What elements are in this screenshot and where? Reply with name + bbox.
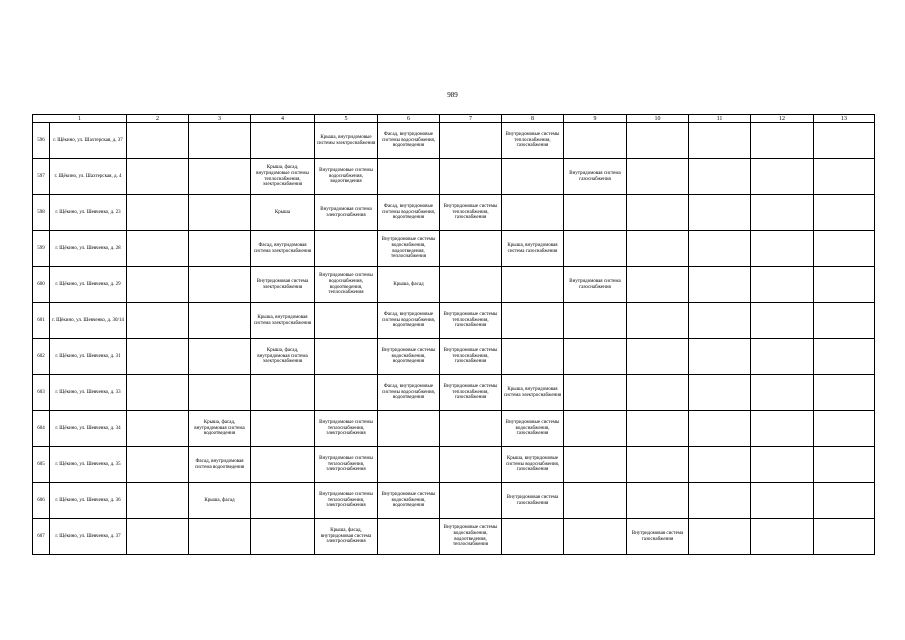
table-cell <box>251 519 315 555</box>
table-cell <box>627 303 689 339</box>
table-cell: Внутридомовая система электроснабжения <box>251 267 315 303</box>
table-cell: Внутридомовые системы водоснабжения, газоснабжения <box>502 411 564 447</box>
table-cell: Крыша, внутридомовые системы электроснабжения <box>315 123 378 159</box>
table-cell <box>814 267 875 303</box>
table-cell: Фасад, внутридомовые системы водоснабжения, водоотведения <box>378 375 440 411</box>
table-cell <box>440 123 502 159</box>
column-header: 4 <box>251 115 315 123</box>
table-cell: Внутридомовые системы водоснабжения, водоотведения, теплоснабжения <box>378 231 440 267</box>
table-header-row <box>33 115 875 123</box>
table-cell <box>189 375 251 411</box>
table-cell <box>814 411 875 447</box>
table-cell <box>814 303 875 339</box>
table-cell <box>814 123 875 159</box>
table-cell: Внутридомовые системы водоснабжения, водоотведения, теплоснабжения <box>315 267 378 303</box>
table-row <box>33 519 875 555</box>
table-cell <box>127 159 189 195</box>
table-cell <box>814 519 875 555</box>
table-cell <box>564 411 627 447</box>
table-cell <box>564 519 627 555</box>
table-cell <box>251 447 315 483</box>
table-cell <box>751 159 814 195</box>
address-cell: г. Щёкино, ул. Шевченко, д. 36 <box>50 483 127 519</box>
table-row <box>33 375 875 411</box>
table-cell: Фасад, внутридомовые системы водоснабжения, водоотведения <box>378 123 440 159</box>
table-cell <box>689 159 751 195</box>
table-cell: Внутридомовые системы водоснабжения, водоотведения <box>378 483 440 519</box>
table-row <box>33 231 875 267</box>
table-cell <box>689 339 751 375</box>
table-cell: Крыша, фасад <box>378 267 440 303</box>
table-row <box>33 411 875 447</box>
table-cell <box>127 123 189 159</box>
table-cell <box>689 231 751 267</box>
table-cell <box>251 123 315 159</box>
table-cell: Крыша, фасад, внутридомовые системы теплоснабжения, электроснабжения <box>251 159 315 195</box>
table-cell <box>315 375 378 411</box>
table-cell <box>378 159 440 195</box>
column-header: 2 <box>127 115 189 123</box>
table-cell <box>751 411 814 447</box>
table-cell: Внутридомовые системы теплоснабжения, газоснабжения <box>440 195 502 231</box>
row-number: 605 <box>33 447 50 483</box>
table-row <box>33 303 875 339</box>
table-cell: Внутридомовые системы теплоснабжения, газоснабжения <box>440 375 502 411</box>
table-cell <box>689 123 751 159</box>
table-cell <box>689 411 751 447</box>
row-number: 603 <box>33 375 50 411</box>
table-cell <box>502 303 564 339</box>
table-cell: Внутридомовая система электроснабжения <box>315 195 378 231</box>
row-number: 607 <box>33 519 50 555</box>
table-cell: Крыша, внутридомовая система газоснабжения <box>502 231 564 267</box>
address-cell: г. Щёкино, ул. Шевченко, д. 30/14 <box>50 303 127 339</box>
table-cell <box>564 483 627 519</box>
table-cell: Внутридомовая система газоснабжения <box>564 159 627 195</box>
table-row <box>33 339 875 375</box>
table-cell <box>751 447 814 483</box>
table-cell <box>751 519 814 555</box>
column-header: 1 <box>33 115 127 123</box>
table-cell <box>189 195 251 231</box>
address-cell: г. Щёкино, ул. Шевченко, д. 34 <box>50 411 127 447</box>
data-table <box>32 114 875 555</box>
table-cell <box>502 339 564 375</box>
table-cell <box>502 519 564 555</box>
address-cell: г. Щёкино, ул. Шевченко, д. 28 <box>50 231 127 267</box>
table-cell: Внутридомовая система газоснабжения <box>502 483 564 519</box>
row-number: 598 <box>33 195 50 231</box>
table-cell <box>127 411 189 447</box>
table-cell <box>689 195 751 231</box>
column-header: 9 <box>564 115 627 123</box>
table-cell <box>440 447 502 483</box>
table-cell <box>564 195 627 231</box>
table-cell: Внутридомовые системы теплоснабжения, газоснабжения <box>440 303 502 339</box>
table-cell <box>440 267 502 303</box>
address-cell: г. Щёкино, ул. Шевченко, д. 33 <box>50 375 127 411</box>
table-body <box>33 115 875 555</box>
table-cell <box>502 159 564 195</box>
table-cell: Крыша, внутридомовая система электроснабжения <box>502 375 564 411</box>
table-cell <box>189 303 251 339</box>
table-cell: Внутридомовые системы теплоснабжения, электроснабжения <box>315 447 378 483</box>
table-row <box>33 267 875 303</box>
table-cell: Внутридомовая система газоснабжения <box>627 519 689 555</box>
column-header: 6 <box>378 115 440 123</box>
table-cell: Внутридомовые системы теплоснабжения, электроснабжения <box>315 411 378 447</box>
table-cell <box>440 411 502 447</box>
table-cell <box>564 303 627 339</box>
table-cell: Внутридомовые системы теплоснабжения, газоснабжения <box>502 123 564 159</box>
table-cell <box>627 483 689 519</box>
table-cell <box>627 195 689 231</box>
table-cell: Внутридомовые системы теплоснабжения, электроснабжения <box>315 483 378 519</box>
table-cell <box>751 123 814 159</box>
table-cell <box>440 231 502 267</box>
table-cell <box>564 375 627 411</box>
table-cell <box>564 339 627 375</box>
table-cell: Фасад, внутридомовые системы водоснабжения, водоотведения <box>378 195 440 231</box>
table-cell <box>627 267 689 303</box>
column-header: 11 <box>689 115 751 123</box>
address-cell: г. Щёкино, ул. Шевченко, д. 31 <box>50 339 127 375</box>
table-cell <box>127 519 189 555</box>
column-header: 3 <box>189 115 251 123</box>
table-cell: Фасад, внутридомовая система электроснабжения <box>251 231 315 267</box>
table-cell <box>627 447 689 483</box>
table-cell <box>378 411 440 447</box>
address-cell: г. Щёкино, ул. Шахтерская, д. 4 <box>50 159 127 195</box>
table-cell: Крыша <box>251 195 315 231</box>
table-cell <box>564 231 627 267</box>
table-cell <box>127 447 189 483</box>
table-cell <box>315 303 378 339</box>
row-number: 606 <box>33 483 50 519</box>
table-cell <box>751 303 814 339</box>
table-cell: Крыша, внутридомовые системы водоснабжения, газоснабжения <box>502 447 564 483</box>
address-cell: г. Щёкино, ул. Шахтерская, д. 37 <box>50 123 127 159</box>
table-cell <box>564 447 627 483</box>
address-cell: г. Щёкино, ул. Шевченко, д. 23 <box>50 195 127 231</box>
table-cell <box>689 447 751 483</box>
table-cell <box>627 123 689 159</box>
address-cell: г. Щёкино, ул. Шевченко, д. 29 <box>50 267 127 303</box>
table-cell <box>814 195 875 231</box>
table-cell <box>814 447 875 483</box>
table-cell <box>251 375 315 411</box>
table-cell: Внутридомовые системы водоснабжения, водоотведения, теплоснабжения <box>440 519 502 555</box>
table-cell <box>751 195 814 231</box>
row-number: 602 <box>33 339 50 375</box>
table-cell <box>440 483 502 519</box>
table-cell <box>127 195 189 231</box>
table-cell <box>127 303 189 339</box>
table-cell <box>814 159 875 195</box>
table-cell <box>127 375 189 411</box>
table-cell <box>751 375 814 411</box>
table-cell: Крыша, фасад <box>189 483 251 519</box>
table-row <box>33 483 875 519</box>
table-cell: Фасад, внутридомовые системы водоснабжения, водоотведения <box>378 303 440 339</box>
column-header: 12 <box>751 115 814 123</box>
row-number: 596 <box>33 123 50 159</box>
address-cell: г. Щёкино, ул. Шевченко, д. 35 <box>50 447 127 483</box>
table-cell <box>315 231 378 267</box>
table-cell <box>689 375 751 411</box>
table-cell <box>127 267 189 303</box>
table-cell <box>627 411 689 447</box>
table-cell <box>378 519 440 555</box>
row-number: 600 <box>33 267 50 303</box>
table-cell: Крыша, фасад, внутридомовая система водоотведения <box>189 411 251 447</box>
table-cell <box>127 231 189 267</box>
row-number: 601 <box>33 303 50 339</box>
column-header: 7 <box>440 115 502 123</box>
table-cell <box>751 267 814 303</box>
table-cell <box>689 267 751 303</box>
table-cell <box>564 123 627 159</box>
table-cell <box>189 123 251 159</box>
table-cell: Крыша, фасад, внутридомовая система электроснабжения <box>251 339 315 375</box>
table-cell <box>751 483 814 519</box>
table-cell <box>751 231 814 267</box>
table-cell <box>189 159 251 195</box>
table-row <box>33 447 875 483</box>
table-row <box>33 159 875 195</box>
table-cell <box>689 483 751 519</box>
table-cell: Крыша, фасад, внутридомовая система электроснабжения <box>315 519 378 555</box>
column-header: 10 <box>627 115 689 123</box>
table-cell: Внутридомовые системы теплоснабжения, газоснабжения <box>440 339 502 375</box>
table-cell <box>189 519 251 555</box>
table-cell <box>189 339 251 375</box>
table-cell <box>627 159 689 195</box>
table-cell <box>127 483 189 519</box>
table-cell <box>189 267 251 303</box>
table-cell: Внутридомовые системы водоснабжения, водоотведения <box>315 159 378 195</box>
table-cell <box>814 231 875 267</box>
table-cell <box>814 375 875 411</box>
table-cell <box>251 483 315 519</box>
row-number: 604 <box>33 411 50 447</box>
table-cell <box>502 195 564 231</box>
table-cell <box>440 159 502 195</box>
column-header: 13 <box>814 115 875 123</box>
table-cell <box>378 447 440 483</box>
table-cell: Фасад, внутридомовая система водоотведения <box>189 447 251 483</box>
table-cell <box>689 519 751 555</box>
table-cell <box>627 231 689 267</box>
table-cell <box>315 339 378 375</box>
table-cell <box>189 231 251 267</box>
table-cell <box>502 267 564 303</box>
table-cell <box>251 411 315 447</box>
row-number: 597 <box>33 159 50 195</box>
table-cell <box>814 483 875 519</box>
table-cell <box>627 375 689 411</box>
column-header: 5 <box>315 115 378 123</box>
address-cell: г. Щёкино, ул. Шевченко, д. 37 <box>50 519 127 555</box>
table-cell: Внутридомовая система газоснабжения <box>564 267 627 303</box>
table-cell <box>751 339 814 375</box>
table-row <box>33 195 875 231</box>
table-cell <box>689 303 751 339</box>
row-number: 599 <box>33 231 50 267</box>
table-cell <box>814 339 875 375</box>
table-cell <box>127 339 189 375</box>
table-row <box>33 123 875 159</box>
table-cell: Внутридомовые системы водоснабжения, водоотведения <box>378 339 440 375</box>
page-number: 989 <box>447 91 458 99</box>
column-header: 8 <box>502 115 564 123</box>
table-cell <box>627 339 689 375</box>
table-cell: Крыша, внутридомовая система электроснабжения <box>251 303 315 339</box>
